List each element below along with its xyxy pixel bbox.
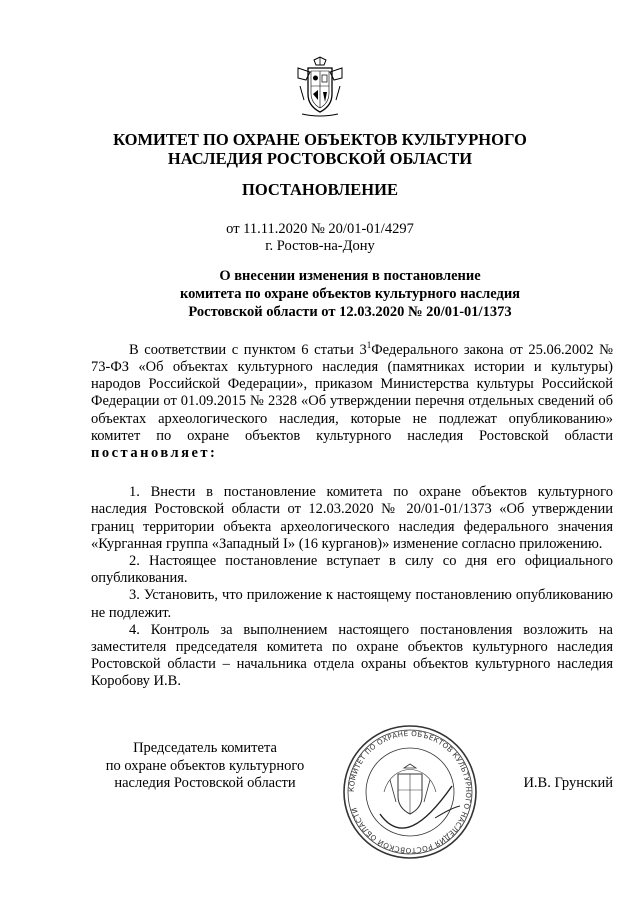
signatory-position — [90, 740, 320, 793]
official-seal — [340, 722, 480, 862]
city: г. Ростов-на-Дону — [265, 238, 375, 254]
document-meta — [0, 221, 640, 255]
document-subject — [150, 267, 550, 321]
subject-line-3: Ростовской области от 12.03.2020 № 20/01-01/1373 — [188, 304, 512, 320]
document-type: ПОСТАНОВЛЕНИЕ — [242, 180, 398, 199]
subject-line-2: комитета по охране объектов культурного наследия — [179, 286, 521, 302]
item-1: 1. Внести в постановление комитета по охране объектов культурного наследия Ростовской области от 12.03.2020 № 20/01-01/1373 «Об утверждении границ территории объекта археологического наследия федерального значения «Курганная группа «Западный I» (16 курганов)» изменение согласно приложению. — [91, 484, 613, 552]
subject-line-1: О внесении изменения в постановление — [219, 268, 481, 284]
preamble-paragraph — [91, 337, 613, 462]
item-3: 3. Установить, что приложение к настоящему постановлению опубликованию не подлежит. — [91, 587, 613, 621]
decree-word: постановляет: — [91, 445, 218, 462]
position-line-2: по охране объектов культурного — [105, 757, 305, 774]
preamble-text-start: В соответствии с пунктом 6 статьи 3 — [129, 341, 367, 358]
item-2: 2. Настоящее постановление вступает в силу со дня его официального опубликования. — [91, 553, 613, 587]
footnote-mark: 1 — [366, 340, 372, 350]
position-line-3: наследия Ростовской области — [114, 775, 296, 791]
position-line-1: Председатель комитета — [133, 740, 277, 756]
coat-of-arms-icon — [294, 56, 346, 118]
document-body — [91, 337, 613, 691]
preamble-text-end: Федерального закона от 25.06.2002 № 73-ФЗ «Об объектах культурного наследия (памятниках истории и культуры) народов Российской Федерации», приказом Министерства культуры Российской Федерации от 01.09.2015 № 2328 «Об утверждении перечня отдельных сведений об объектах археологического наследия, которые не подлежат опубликованию» комитет по охране объектов культурного наследия Ростовской области — [91, 341, 613, 444]
date-number: от 11.11.2020 № 20/01-01/4297 — [226, 221, 414, 237]
signatory-name: И.В. Грунский — [523, 775, 613, 791]
committee-title: КОМИТЕТ ПО ОХРАНЕ ОБЪЕКТОВ КУЛЬТУРНОГО НАСЛЕДИЯ РОСТОВСКОЙ ОБЛАСТИ — [113, 130, 527, 168]
seal-text: КОМИТЕТ ПО ОХРАНЕ ОБЪЕКТОВ КУЛЬТУРНОГО НАСЛЕДИЯ РОСТОВСКОЙ ОБЛАСТИ — [346, 728, 474, 856]
item-4: 4. Контроль за выполнением настоящего постановления возложить на заместителя председателя комитета по охране объектов культурного наследия Ростовской области – начальника отдела охраны объектов культурного наследия Коробову И.В. — [91, 621, 613, 690]
